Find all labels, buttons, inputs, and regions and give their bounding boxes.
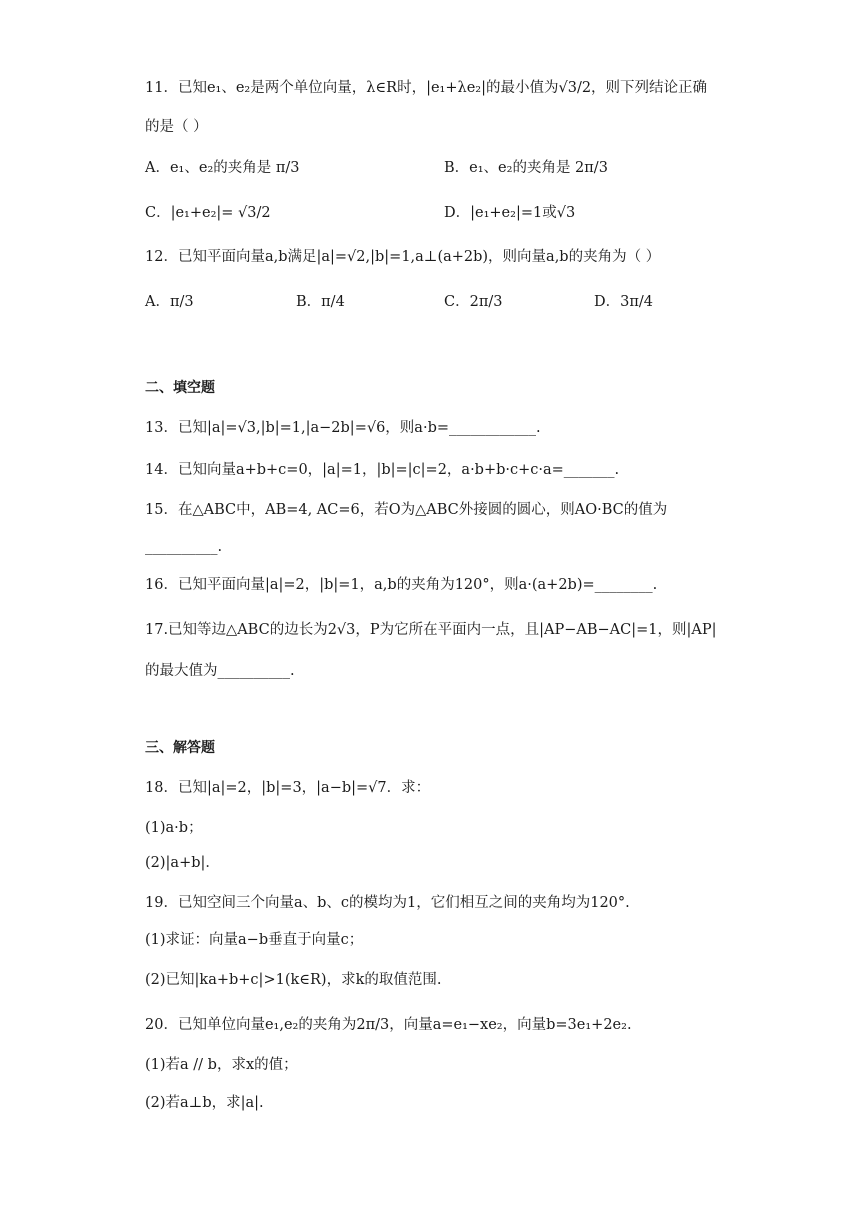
q17-line2: 的最大值为__________. — [145, 663, 295, 679]
q11-stem-line1: 11．已知e₁、e₂是两个单位向量，λ∈R时，|e₁+λe₂|的最小值为√3/2，则下列结论正确 — [145, 80, 708, 96]
q14: 14．已知向量a+b+c=0，|a|=1，|b|=|c|=2，a·b+b·c+c·a=_______. — [145, 462, 620, 478]
q20-part1: (1)若a // b，求x的值； — [145, 1057, 298, 1073]
q18-stem: 18．已知|a|=2，|b|=3，|a−b|=√7．求： — [145, 780, 431, 796]
q12-option-d: D．3π/4 — [594, 294, 653, 310]
q11-option-d: D．|e₁+e₂|=1或√3 — [444, 205, 576, 221]
q12-option-b: B．π/4 — [296, 294, 345, 310]
section-solution-heading: 三、解答题 — [145, 740, 215, 756]
q20-stem: 20．已知单位向量e₁,e₂的夹角为2π/3，向量a=e₁−xe₂，向量b=3e₁+2e₂. — [145, 1017, 632, 1033]
q11-option-c: C．|e₁+e₂|= √3/2 — [145, 205, 271, 221]
q19-part1: (1)求证：向量a−b垂直于向量c； — [145, 932, 364, 948]
q11-stem-line2: 的是（ ） — [145, 119, 208, 135]
q11-option-b: B．e₁、e₂的夹角是 2π/3 — [444, 160, 608, 176]
q16: 16．已知平面向量|a|=2，|b|=1，a,b的夹角为120°，则a·(a+2b)=________. — [145, 577, 658, 593]
q15-line1: 15．在△ABC中，AB=4, AC=6，若O为△ABC外接圆的圆心，则AO·BC的值为 — [145, 502, 668, 518]
q17-line1: 17.已知等边△ABC的边长为2√3，P为它所在平面内一点，且|AP−AB−AC|=1，则|AP| — [145, 622, 717, 638]
q12-option-a: A．π/3 — [145, 294, 194, 310]
section-fill-in-heading: 二、填空题 — [145, 380, 215, 396]
q18-part2: (2)|a+b|． — [145, 855, 220, 871]
q19-stem: 19．已知空间三个向量a、b、c的模均为1，它们相互之间的夹角均为120°. — [145, 895, 630, 911]
q15-line2: __________. — [145, 539, 223, 555]
q18-part1: (1)a·b； — [145, 820, 203, 836]
q20-part2: (2)若a⊥b，求|a|. — [145, 1095, 264, 1111]
q11-option-a: A．e₁、e₂的夹角是 π/3 — [145, 160, 300, 176]
q12-stem: 12．已知平面向量a,b满足|a|=√2,|b|=1,a⊥(a+2b)，则向量a,b的夹角为（ ） — [145, 249, 661, 265]
q13: 13．已知|a|=√3,|b|=1,|a−2b|=√6，则a·b=____________. — [145, 420, 541, 436]
q19-part2: (2)已知|ka+b+c|>1(k∈R)，求k的取值范围. — [145, 972, 442, 988]
q12-option-c: C．2π/3 — [444, 294, 503, 310]
